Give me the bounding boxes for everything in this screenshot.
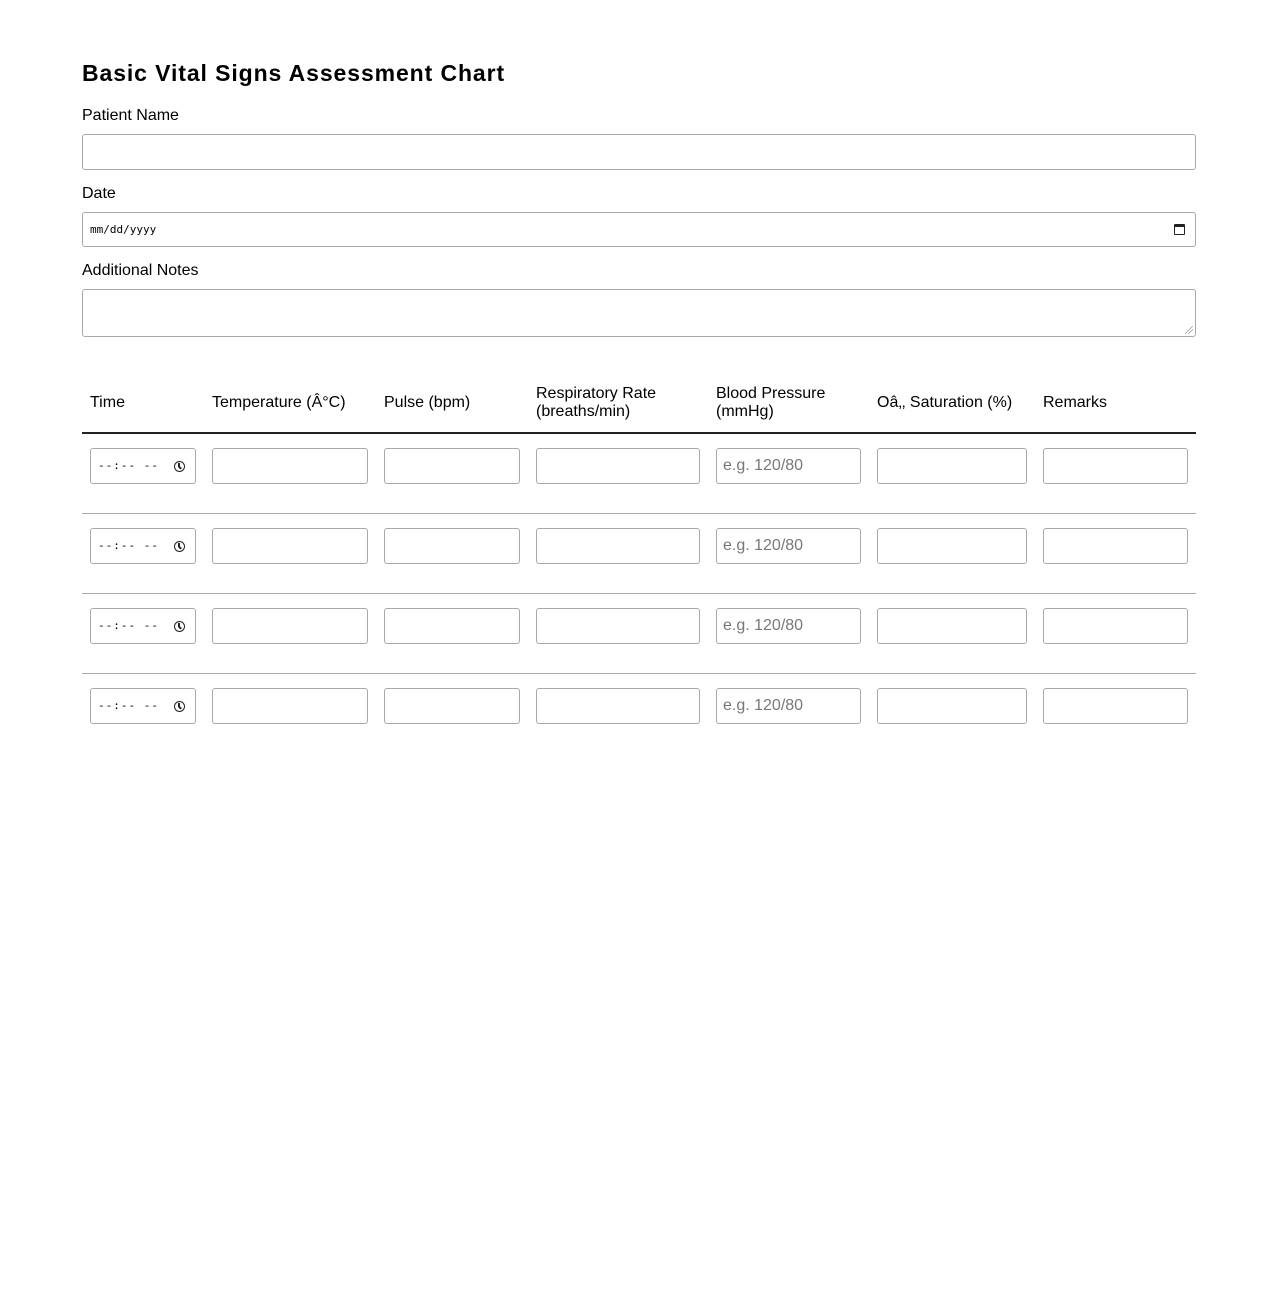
clock-icon[interactable] — [174, 461, 185, 472]
notes-label: Additional Notes — [82, 262, 199, 279]
table-row — [82, 514, 1196, 594]
remarks-input[interactable] — [1043, 448, 1188, 484]
time-input[interactable] — [90, 688, 196, 724]
blood-pressure-input[interactable]: e.g. 120/80 — [716, 448, 861, 484]
respiratory-rate-input[interactable] — [536, 688, 700, 724]
pulse-input[interactable] — [384, 608, 520, 644]
page-title: Basic Vital Signs Assessment Chart — [82, 60, 506, 86]
temperature-input[interactable] — [212, 688, 368, 724]
header-pulse: Pulse (bpm) — [376, 374, 528, 433]
respiratory-rate-input[interactable] — [536, 448, 700, 484]
header-time: Time — [82, 374, 204, 433]
o2-saturation-input[interactable] — [877, 448, 1027, 484]
time-placeholder: --:-- -- — [98, 619, 159, 632]
remarks-input[interactable] — [1043, 608, 1188, 644]
o2-saturation-input[interactable] — [877, 688, 1027, 724]
table-header-row — [82, 374, 1196, 433]
calendar-icon[interactable] — [1174, 224, 1185, 235]
vitals-table — [82, 374, 1196, 753]
o2-saturation-input[interactable] — [877, 528, 1027, 564]
header-respiratory-rate: Respiratory Rate (breaths/min) — [528, 374, 708, 433]
table-row — [82, 594, 1196, 674]
date-label: Date — [82, 185, 116, 202]
patient-name-input[interactable] — [82, 134, 1196, 170]
date-placeholder: mm/dd/yyyy — [90, 223, 157, 236]
table-row — [82, 674, 1196, 754]
pulse-input[interactable] — [384, 448, 520, 484]
time-input[interactable] — [90, 608, 196, 644]
time-input[interactable] — [90, 528, 196, 564]
remarks-input[interactable] — [1043, 688, 1188, 724]
resize-grip-icon[interactable] — [1185, 326, 1193, 334]
blood-pressure-input[interactable]: e.g. 120/80 — [716, 688, 861, 724]
header-o2-saturation: Oâ‚‚ Saturation (%) — [869, 374, 1035, 433]
time-input[interactable] — [90, 448, 196, 484]
respiratory-rate-input[interactable] — [536, 528, 700, 564]
notes-textarea[interactable] — [82, 289, 1196, 337]
time-placeholder: --:-- -- — [98, 699, 159, 712]
temperature-input[interactable] — [212, 608, 368, 644]
clock-icon[interactable] — [174, 701, 185, 712]
remarks-input[interactable] — [1043, 528, 1188, 564]
clock-icon[interactable] — [174, 621, 185, 632]
header-remarks: Remarks — [1035, 374, 1196, 433]
header-temperature: Temperature (Â°C) — [204, 374, 376, 433]
blood-pressure-input[interactable]: e.g. 120/80 — [716, 608, 861, 644]
patient-name-label: Patient Name — [82, 107, 179, 124]
temperature-input[interactable] — [212, 528, 368, 564]
clock-icon[interactable] — [174, 541, 185, 552]
blood-pressure-input[interactable]: e.g. 120/80 — [716, 528, 861, 564]
time-placeholder: --:-- -- — [98, 459, 159, 472]
o2-saturation-input[interactable] — [877, 608, 1027, 644]
header-blood-pressure: Blood Pressure (mmHg) — [708, 374, 869, 433]
respiratory-rate-input[interactable] — [536, 608, 700, 644]
temperature-input[interactable] — [212, 448, 368, 484]
time-placeholder: --:-- -- — [98, 539, 159, 552]
pulse-input[interactable] — [384, 688, 520, 724]
date-input[interactable] — [82, 212, 1196, 247]
pulse-input[interactable] — [384, 528, 520, 564]
table-row — [82, 433, 1196, 514]
